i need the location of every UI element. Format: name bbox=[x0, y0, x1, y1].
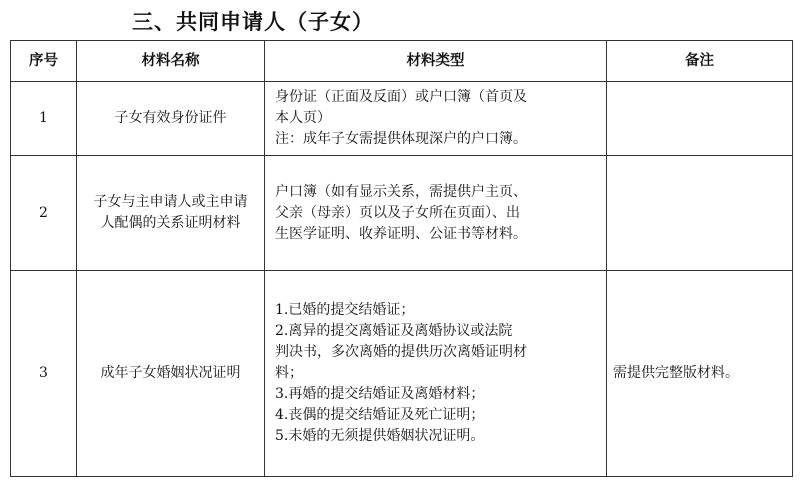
material-type bbox=[265, 82, 607, 156]
material-name-text: 子女有效身份证件 bbox=[114, 110, 227, 126]
header-name: 材料名称 bbox=[77, 41, 265, 82]
material-type-line: 2.离异的提交离婚证及离婚协议或法院 bbox=[275, 323, 513, 339]
material-type-line: 3.再婚的提交结婚证及离婚材料； bbox=[275, 386, 485, 402]
note-cell bbox=[607, 156, 793, 271]
material-name-text: 子女与主申请人或主申请人配偶的关系证明材料 bbox=[93, 194, 248, 231]
material-type-line: 5.未婚的无须提供婚姻状况证明。 bbox=[275, 428, 485, 444]
material-name-text: 成年子女婚姻状况证明 bbox=[100, 365, 241, 381]
row-number: 2 bbox=[11, 156, 77, 271]
material-type-line: 4.丧偶的提交结婚证及死亡证明； bbox=[275, 407, 485, 423]
material-type-line: 父亲（母亲）页以及子女所在页面）、出 bbox=[275, 204, 520, 221]
note-cell: 需提供完整版材料。 bbox=[607, 271, 793, 477]
table-row bbox=[11, 271, 793, 477]
material-type bbox=[265, 271, 607, 477]
material-type-line: 1.已婚的提交结婚证； bbox=[275, 302, 415, 318]
table-row bbox=[11, 82, 793, 156]
material-type-line: 本人页） bbox=[275, 110, 331, 126]
material-type bbox=[265, 156, 607, 271]
material-type-line: 注：成年子女需提供体现深户的户口簿。 bbox=[275, 131, 527, 147]
note-cell bbox=[607, 82, 793, 156]
header-no: 序号 bbox=[11, 41, 77, 82]
material-name bbox=[77, 271, 265, 477]
section-title: 三、共同申请人（子女） bbox=[132, 10, 374, 34]
header-type: 材料类型 bbox=[265, 41, 607, 82]
table-header-row bbox=[11, 41, 793, 82]
material-type-line: 料； bbox=[275, 365, 303, 381]
row-number: 1 bbox=[11, 82, 77, 156]
material-name bbox=[77, 82, 265, 156]
row-number: 3 bbox=[11, 271, 77, 477]
materials-table bbox=[10, 40, 793, 477]
table-row bbox=[11, 156, 793, 271]
material-type-line: 生医学证明、收养证明、公证书等材料。 bbox=[275, 225, 527, 242]
material-type-line: 户口簿（如有显示关系，需提供户主页、 bbox=[275, 183, 527, 200]
material-name bbox=[77, 156, 265, 271]
material-type-line: 身份证（正面及反面）或户口簿（首页及 bbox=[275, 89, 527, 105]
material-type-line: 判决书，多次离婚的提供历次离婚证明材 bbox=[275, 344, 527, 360]
header-note: 备注 bbox=[607, 41, 793, 82]
